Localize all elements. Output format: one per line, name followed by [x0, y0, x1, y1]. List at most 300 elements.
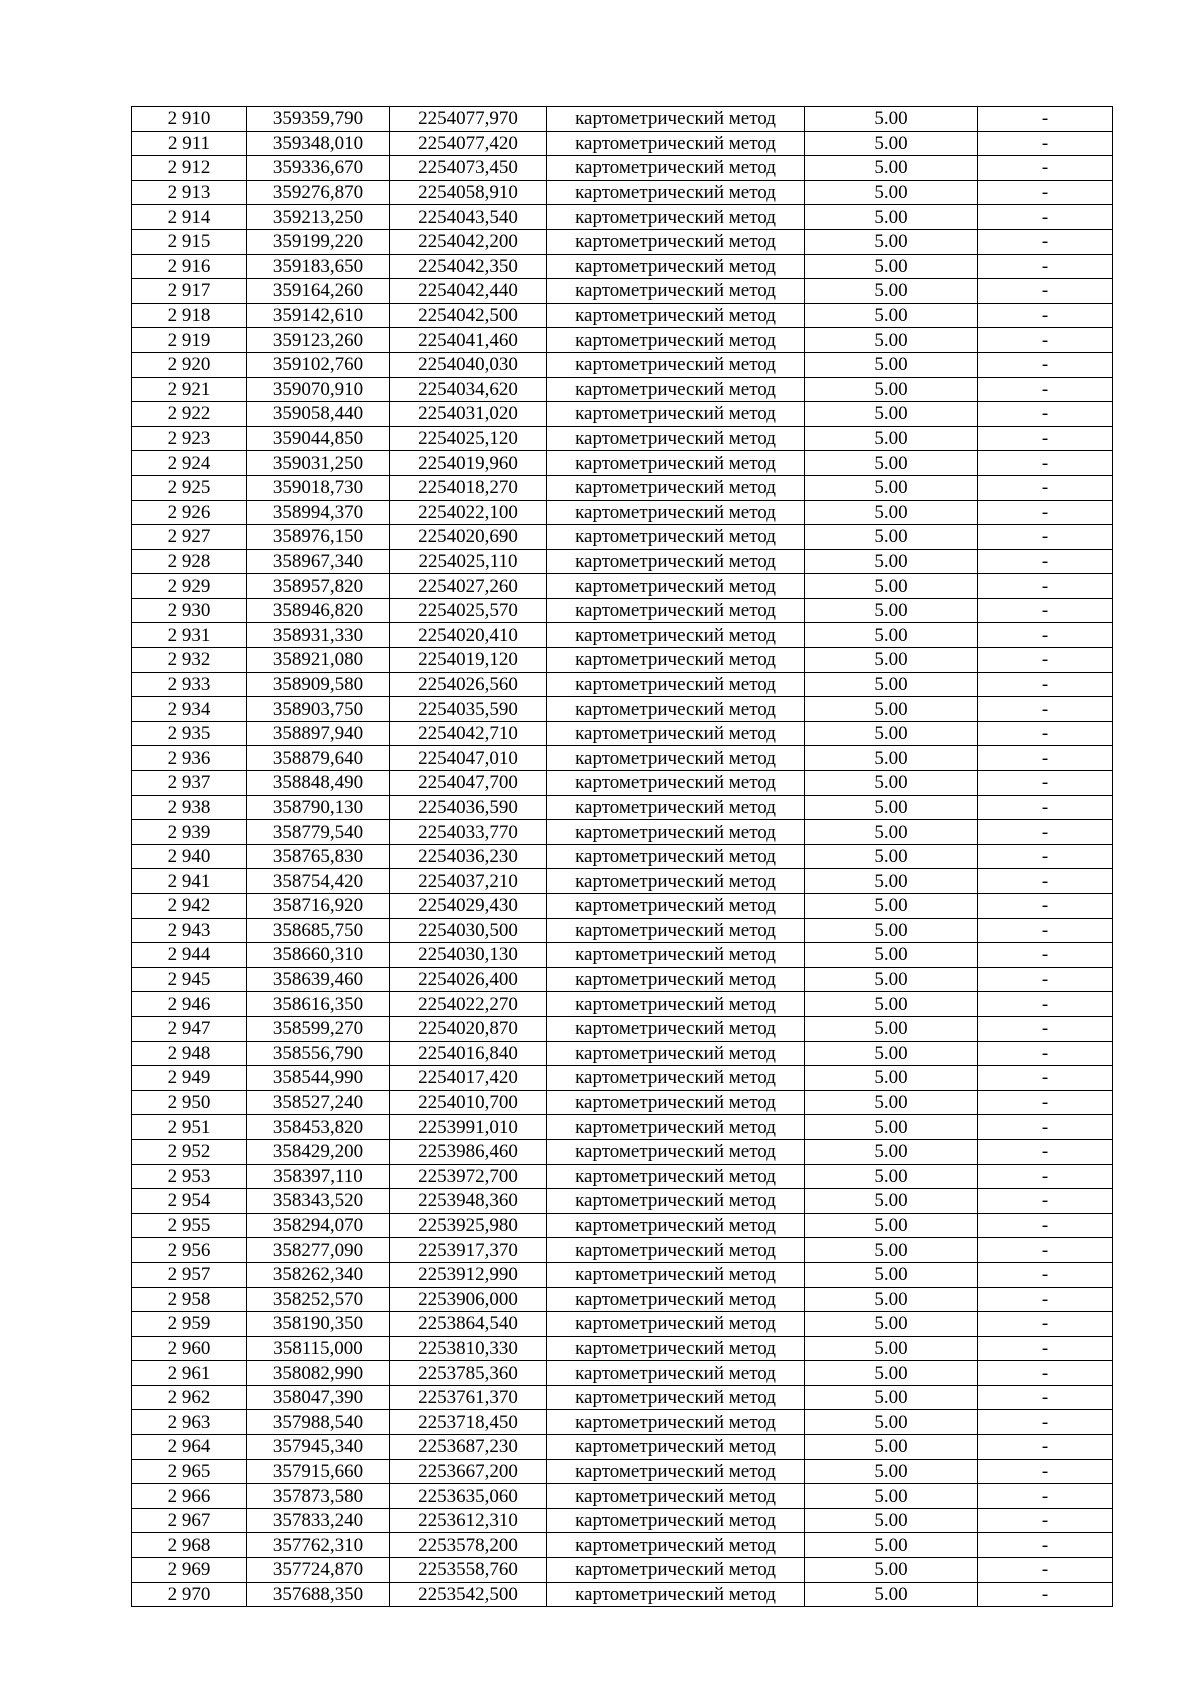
x-coordinate-cell: 357915,660	[247, 1459, 390, 1484]
accuracy-cell: 5.00	[805, 1262, 978, 1287]
y-coordinate-cell: 2253578,200	[390, 1533, 547, 1558]
y-coordinate-cell: 2254077,420	[390, 131, 547, 156]
point-number-cell: 2 951	[132, 1115, 247, 1140]
accuracy-cell: 5.00	[805, 131, 978, 156]
description-cell: -	[978, 500, 1113, 525]
accuracy-cell: 5.00	[805, 1582, 978, 1607]
accuracy-cell: 5.00	[805, 894, 978, 919]
point-number-cell: 2 920	[132, 352, 247, 377]
description-cell: -	[978, 1287, 1113, 1312]
method-cell: картометрический метод	[547, 1041, 805, 1066]
method-cell: картометрический метод	[547, 844, 805, 869]
description-cell: -	[978, 156, 1113, 181]
method-cell: картометрический метод	[547, 377, 805, 402]
method-cell: картометрический метод	[547, 1459, 805, 1484]
table-row	[132, 1385, 1113, 1410]
table-row	[132, 771, 1113, 796]
x-coordinate-cell: 358897,940	[247, 721, 390, 746]
table-row	[132, 377, 1113, 402]
point-number-cell: 2 943	[132, 918, 247, 943]
description-cell: -	[978, 1484, 1113, 1509]
y-coordinate-cell: 2254042,500	[390, 303, 547, 328]
point-number-cell: 2 927	[132, 525, 247, 550]
accuracy-cell: 5.00	[805, 107, 978, 132]
y-coordinate-cell: 2254042,710	[390, 721, 547, 746]
x-coordinate-cell: 359123,260	[247, 328, 390, 353]
method-cell: картометрический метод	[547, 1164, 805, 1189]
point-number-cell: 2 925	[132, 475, 247, 500]
accuracy-cell: 5.00	[805, 672, 978, 697]
description-cell: -	[978, 1139, 1113, 1164]
x-coordinate-cell: 358599,270	[247, 1016, 390, 1041]
method-cell: картометрический метод	[547, 1213, 805, 1238]
x-coordinate-cell: 358343,520	[247, 1189, 390, 1214]
point-number-cell: 2 911	[132, 131, 247, 156]
accuracy-cell: 5.00	[805, 475, 978, 500]
description-cell: -	[978, 1435, 1113, 1460]
y-coordinate-cell: 2254020,690	[390, 525, 547, 550]
method-cell: картометрический метод	[547, 303, 805, 328]
table-row	[132, 697, 1113, 722]
method-cell: картометрический метод	[547, 1189, 805, 1214]
table-row	[132, 1435, 1113, 1460]
method-cell: картометрический метод	[547, 1016, 805, 1041]
x-coordinate-cell: 358685,750	[247, 918, 390, 943]
table-row	[132, 1312, 1113, 1337]
table-row	[132, 328, 1113, 353]
point-number-cell: 2 915	[132, 229, 247, 254]
table-row	[132, 967, 1113, 992]
description-cell: -	[978, 352, 1113, 377]
table-row	[132, 352, 1113, 377]
point-number-cell: 2 967	[132, 1508, 247, 1533]
accuracy-cell: 5.00	[805, 525, 978, 550]
y-coordinate-cell: 2254018,270	[390, 475, 547, 500]
point-number-cell: 2 921	[132, 377, 247, 402]
point-number-cell: 2 962	[132, 1385, 247, 1410]
y-coordinate-cell: 2254031,020	[390, 402, 547, 427]
table-row	[132, 844, 1113, 869]
point-number-cell: 2 912	[132, 156, 247, 181]
table-row	[132, 1508, 1113, 1533]
y-coordinate-cell: 2254010,700	[390, 1090, 547, 1115]
description-cell: -	[978, 574, 1113, 599]
point-number-cell: 2 955	[132, 1213, 247, 1238]
x-coordinate-cell: 358252,570	[247, 1287, 390, 1312]
table-row	[132, 426, 1113, 451]
x-coordinate-cell: 357762,310	[247, 1533, 390, 1558]
description-cell: -	[978, 205, 1113, 230]
table-row	[132, 180, 1113, 205]
description-cell: -	[978, 1582, 1113, 1607]
y-coordinate-cell: 2254020,410	[390, 623, 547, 648]
table-row	[132, 1287, 1113, 1312]
table-row	[132, 254, 1113, 279]
point-number-cell: 2 924	[132, 451, 247, 476]
method-cell: картометрический метод	[547, 426, 805, 451]
x-coordinate-cell: 359199,220	[247, 229, 390, 254]
description-cell: -	[978, 943, 1113, 968]
accuracy-cell: 5.00	[805, 844, 978, 869]
x-coordinate-cell: 357833,240	[247, 1508, 390, 1533]
table-row	[132, 574, 1113, 599]
accuracy-cell: 5.00	[805, 156, 978, 181]
x-coordinate-cell: 358931,330	[247, 623, 390, 648]
x-coordinate-cell: 357873,580	[247, 1484, 390, 1509]
method-cell: картометрический метод	[547, 475, 805, 500]
point-number-cell: 2 929	[132, 574, 247, 599]
method-cell: картометрический метод	[547, 1361, 805, 1386]
x-coordinate-cell: 359018,730	[247, 475, 390, 500]
accuracy-cell: 5.00	[805, 771, 978, 796]
method-cell: картометрический метод	[547, 131, 805, 156]
method-cell: картометрический метод	[547, 549, 805, 574]
table-row	[132, 598, 1113, 623]
method-cell: картометрический метод	[547, 721, 805, 746]
x-coordinate-cell: 359276,870	[247, 180, 390, 205]
table-row	[132, 918, 1113, 943]
x-coordinate-cell: 358957,820	[247, 574, 390, 599]
method-cell: картометрический метод	[547, 1115, 805, 1140]
y-coordinate-cell: 2253925,980	[390, 1213, 547, 1238]
method-cell: картометрический метод	[547, 1558, 805, 1583]
description-cell: -	[978, 107, 1113, 132]
accuracy-cell: 5.00	[805, 500, 978, 525]
table-row	[132, 1041, 1113, 1066]
point-number-cell: 2 928	[132, 549, 247, 574]
method-cell: картометрический метод	[547, 746, 805, 771]
accuracy-cell: 5.00	[805, 1115, 978, 1140]
point-number-cell: 2 935	[132, 721, 247, 746]
point-number-cell: 2 919	[132, 328, 247, 353]
method-cell: картометрический метод	[547, 992, 805, 1017]
method-cell: картометрический метод	[547, 352, 805, 377]
x-coordinate-cell: 358946,820	[247, 598, 390, 623]
method-cell: картометрический метод	[547, 771, 805, 796]
table-row	[132, 549, 1113, 574]
method-cell: картометрический метод	[547, 328, 805, 353]
accuracy-cell: 5.00	[805, 795, 978, 820]
accuracy-cell: 5.00	[805, 1016, 978, 1041]
accuracy-cell: 5.00	[805, 1312, 978, 1337]
table-row	[132, 1533, 1113, 1558]
method-cell: картометрический метод	[547, 1508, 805, 1533]
description-cell: -	[978, 598, 1113, 623]
table-row	[132, 1066, 1113, 1091]
description-cell: -	[978, 377, 1113, 402]
point-number-cell: 2 946	[132, 992, 247, 1017]
accuracy-cell: 5.00	[805, 205, 978, 230]
description-cell: -	[978, 549, 1113, 574]
x-coordinate-cell: 359213,250	[247, 205, 390, 230]
table-row	[132, 1459, 1113, 1484]
method-cell: картометрический метод	[547, 1582, 805, 1607]
y-coordinate-cell: 2254026,400	[390, 967, 547, 992]
method-cell: картометрический метод	[547, 869, 805, 894]
accuracy-cell: 5.00	[805, 229, 978, 254]
accuracy-cell: 5.00	[805, 1385, 978, 1410]
description-cell: -	[978, 623, 1113, 648]
point-number-cell: 2 926	[132, 500, 247, 525]
description-cell: -	[978, 1312, 1113, 1337]
method-cell: картометрический метод	[547, 648, 805, 673]
point-number-cell: 2 959	[132, 1312, 247, 1337]
table-row	[132, 279, 1113, 304]
x-coordinate-cell: 359336,670	[247, 156, 390, 181]
table-row	[132, 1410, 1113, 1435]
point-number-cell: 2 932	[132, 648, 247, 673]
y-coordinate-cell: 2253718,450	[390, 1410, 547, 1435]
point-number-cell: 2 930	[132, 598, 247, 623]
x-coordinate-cell: 357724,870	[247, 1558, 390, 1583]
method-cell: картометрический метод	[547, 525, 805, 550]
table-row	[132, 1361, 1113, 1386]
y-coordinate-cell: 2254040,030	[390, 352, 547, 377]
accuracy-cell: 5.00	[805, 1041, 978, 1066]
accuracy-cell: 5.00	[805, 746, 978, 771]
description-cell: -	[978, 1066, 1113, 1091]
table-row	[132, 107, 1113, 132]
method-cell: картометрический метод	[547, 1139, 805, 1164]
x-coordinate-cell: 358429,200	[247, 1139, 390, 1164]
method-cell: картометрический метод	[547, 1435, 805, 1460]
point-number-cell: 2 969	[132, 1558, 247, 1583]
y-coordinate-cell: 2254036,230	[390, 844, 547, 869]
accuracy-cell: 5.00	[805, 254, 978, 279]
x-coordinate-cell: 358976,150	[247, 525, 390, 550]
y-coordinate-cell: 2254030,500	[390, 918, 547, 943]
point-number-cell: 2 942	[132, 894, 247, 919]
description-cell: -	[978, 1164, 1113, 1189]
x-coordinate-cell: 357688,350	[247, 1582, 390, 1607]
point-number-cell: 2 947	[132, 1016, 247, 1041]
table-row	[132, 229, 1113, 254]
accuracy-cell: 5.00	[805, 279, 978, 304]
method-cell: картометрический метод	[547, 943, 805, 968]
point-number-cell: 2 933	[132, 672, 247, 697]
accuracy-cell: 5.00	[805, 1066, 978, 1091]
y-coordinate-cell: 2253761,370	[390, 1385, 547, 1410]
x-coordinate-cell: 358790,130	[247, 795, 390, 820]
table-row	[132, 1016, 1113, 1041]
y-coordinate-cell: 2254073,450	[390, 156, 547, 181]
method-cell: картометрический метод	[547, 107, 805, 132]
x-coordinate-cell: 358754,420	[247, 869, 390, 894]
table-row	[132, 131, 1113, 156]
description-cell: -	[978, 180, 1113, 205]
accuracy-cell: 5.00	[805, 180, 978, 205]
y-coordinate-cell: 2253864,540	[390, 1312, 547, 1337]
y-coordinate-cell: 2254022,270	[390, 992, 547, 1017]
accuracy-cell: 5.00	[805, 1238, 978, 1263]
description-cell: -	[978, 795, 1113, 820]
x-coordinate-cell: 358921,080	[247, 648, 390, 673]
method-cell: картометрический метод	[547, 894, 805, 919]
accuracy-cell: 5.00	[805, 1533, 978, 1558]
x-coordinate-cell: 358779,540	[247, 820, 390, 845]
y-coordinate-cell: 2254036,590	[390, 795, 547, 820]
accuracy-cell: 5.00	[805, 549, 978, 574]
accuracy-cell: 5.00	[805, 992, 978, 1017]
y-coordinate-cell: 2254042,350	[390, 254, 547, 279]
y-coordinate-cell: 2254019,120	[390, 648, 547, 673]
point-number-cell: 2 949	[132, 1066, 247, 1091]
description-cell: -	[978, 1262, 1113, 1287]
x-coordinate-cell: 359183,650	[247, 254, 390, 279]
description-cell: -	[978, 229, 1113, 254]
accuracy-cell: 5.00	[805, 377, 978, 402]
method-cell: картометрический метод	[547, 672, 805, 697]
description-cell: -	[978, 992, 1113, 1017]
point-number-cell: 2 970	[132, 1582, 247, 1607]
description-cell: -	[978, 771, 1113, 796]
method-cell: картометрический метод	[547, 1484, 805, 1509]
method-cell: картометрический метод	[547, 1385, 805, 1410]
table-row	[132, 303, 1113, 328]
method-cell: картометрический метод	[547, 254, 805, 279]
x-coordinate-cell: 358639,460	[247, 967, 390, 992]
table-row	[132, 746, 1113, 771]
y-coordinate-cell: 2253558,760	[390, 1558, 547, 1583]
point-number-cell: 2 965	[132, 1459, 247, 1484]
x-coordinate-cell: 358616,350	[247, 992, 390, 1017]
method-cell: картометрический метод	[547, 1533, 805, 1558]
accuracy-cell: 5.00	[805, 1164, 978, 1189]
table-row	[132, 795, 1113, 820]
table-row	[132, 1164, 1113, 1189]
accuracy-cell: 5.00	[805, 598, 978, 623]
method-cell: картометрический метод	[547, 1312, 805, 1337]
x-coordinate-cell: 358848,490	[247, 771, 390, 796]
description-cell: -	[978, 328, 1113, 353]
y-coordinate-cell: 2254020,870	[390, 1016, 547, 1041]
description-cell: -	[978, 746, 1113, 771]
y-coordinate-cell: 2253912,990	[390, 1262, 547, 1287]
description-cell: -	[978, 967, 1113, 992]
x-coordinate-cell: 358262,340	[247, 1262, 390, 1287]
table-row	[132, 820, 1113, 845]
table-row	[132, 623, 1113, 648]
x-coordinate-cell: 358190,350	[247, 1312, 390, 1337]
method-cell: картометрический метод	[547, 451, 805, 476]
method-cell: картометрический метод	[547, 967, 805, 992]
x-coordinate-cell: 358047,390	[247, 1385, 390, 1410]
accuracy-cell: 5.00	[805, 1558, 978, 1583]
description-cell: -	[978, 918, 1113, 943]
description-cell: -	[978, 525, 1113, 550]
description-cell: -	[978, 451, 1113, 476]
description-cell: -	[978, 1016, 1113, 1041]
x-coordinate-cell: 358903,750	[247, 697, 390, 722]
description-cell: -	[978, 1558, 1113, 1583]
y-coordinate-cell: 2253991,010	[390, 1115, 547, 1140]
method-cell: картометрический метод	[547, 1410, 805, 1435]
table-row	[132, 721, 1113, 746]
point-number-cell: 2 964	[132, 1435, 247, 1460]
description-cell: -	[978, 820, 1113, 845]
accuracy-cell: 5.00	[805, 1189, 978, 1214]
method-cell: картометрический метод	[547, 205, 805, 230]
y-coordinate-cell: 2253972,700	[390, 1164, 547, 1189]
x-coordinate-cell: 358277,090	[247, 1238, 390, 1263]
y-coordinate-cell: 2253785,360	[390, 1361, 547, 1386]
accuracy-cell: 5.00	[805, 967, 978, 992]
method-cell: картометрический метод	[547, 795, 805, 820]
description-cell: -	[978, 1459, 1113, 1484]
accuracy-cell: 5.00	[805, 918, 978, 943]
point-number-cell: 2 931	[132, 623, 247, 648]
accuracy-cell: 5.00	[805, 574, 978, 599]
coordinates-table	[131, 106, 1113, 1607]
point-number-cell: 2 914	[132, 205, 247, 230]
y-coordinate-cell: 2254043,540	[390, 205, 547, 230]
description-cell: -	[978, 1410, 1113, 1435]
table-row	[132, 500, 1113, 525]
accuracy-cell: 5.00	[805, 1508, 978, 1533]
point-number-cell: 2 940	[132, 844, 247, 869]
y-coordinate-cell: 2254025,570	[390, 598, 547, 623]
y-coordinate-cell: 2253687,230	[390, 1435, 547, 1460]
accuracy-cell: 5.00	[805, 1435, 978, 1460]
x-coordinate-cell: 359348,010	[247, 131, 390, 156]
table-row	[132, 451, 1113, 476]
x-coordinate-cell: 359102,760	[247, 352, 390, 377]
table-row	[132, 672, 1113, 697]
accuracy-cell: 5.00	[805, 1459, 978, 1484]
description-cell: -	[978, 254, 1113, 279]
table-row	[132, 992, 1113, 1017]
point-number-cell: 2 922	[132, 402, 247, 427]
description-cell: -	[978, 1361, 1113, 1386]
method-cell: картометрический метод	[547, 402, 805, 427]
description-cell: -	[978, 1090, 1113, 1115]
method-cell: картометрический метод	[547, 500, 805, 525]
accuracy-cell: 5.00	[805, 697, 978, 722]
point-number-cell: 2 934	[132, 697, 247, 722]
x-coordinate-cell: 358716,920	[247, 894, 390, 919]
accuracy-cell: 5.00	[805, 1090, 978, 1115]
description-cell: -	[978, 1336, 1113, 1361]
x-coordinate-cell: 359031,250	[247, 451, 390, 476]
x-coordinate-cell: 358556,790	[247, 1041, 390, 1066]
point-number-cell: 2 961	[132, 1361, 247, 1386]
y-coordinate-cell: 2253542,500	[390, 1582, 547, 1607]
table-row	[132, 1262, 1113, 1287]
description-cell: -	[978, 1189, 1113, 1214]
x-coordinate-cell: 359070,910	[247, 377, 390, 402]
x-coordinate-cell: 358967,340	[247, 549, 390, 574]
y-coordinate-cell: 2254047,010	[390, 746, 547, 771]
table-row	[132, 402, 1113, 427]
x-coordinate-cell: 358527,240	[247, 1090, 390, 1115]
accuracy-cell: 5.00	[805, 1287, 978, 1312]
method-cell: картометрический метод	[547, 1066, 805, 1091]
table-row	[132, 475, 1113, 500]
accuracy-cell: 5.00	[805, 303, 978, 328]
point-number-cell: 2 913	[132, 180, 247, 205]
point-number-cell: 2 948	[132, 1041, 247, 1066]
accuracy-cell: 5.00	[805, 426, 978, 451]
accuracy-cell: 5.00	[805, 721, 978, 746]
y-coordinate-cell: 2253906,000	[390, 1287, 547, 1312]
point-number-cell: 2 936	[132, 746, 247, 771]
point-number-cell: 2 939	[132, 820, 247, 845]
coordinates-table-body	[132, 107, 1113, 1607]
point-number-cell: 2 944	[132, 943, 247, 968]
method-cell: картометрический метод	[547, 180, 805, 205]
method-cell: картометрический метод	[547, 279, 805, 304]
point-number-cell: 2 937	[132, 771, 247, 796]
